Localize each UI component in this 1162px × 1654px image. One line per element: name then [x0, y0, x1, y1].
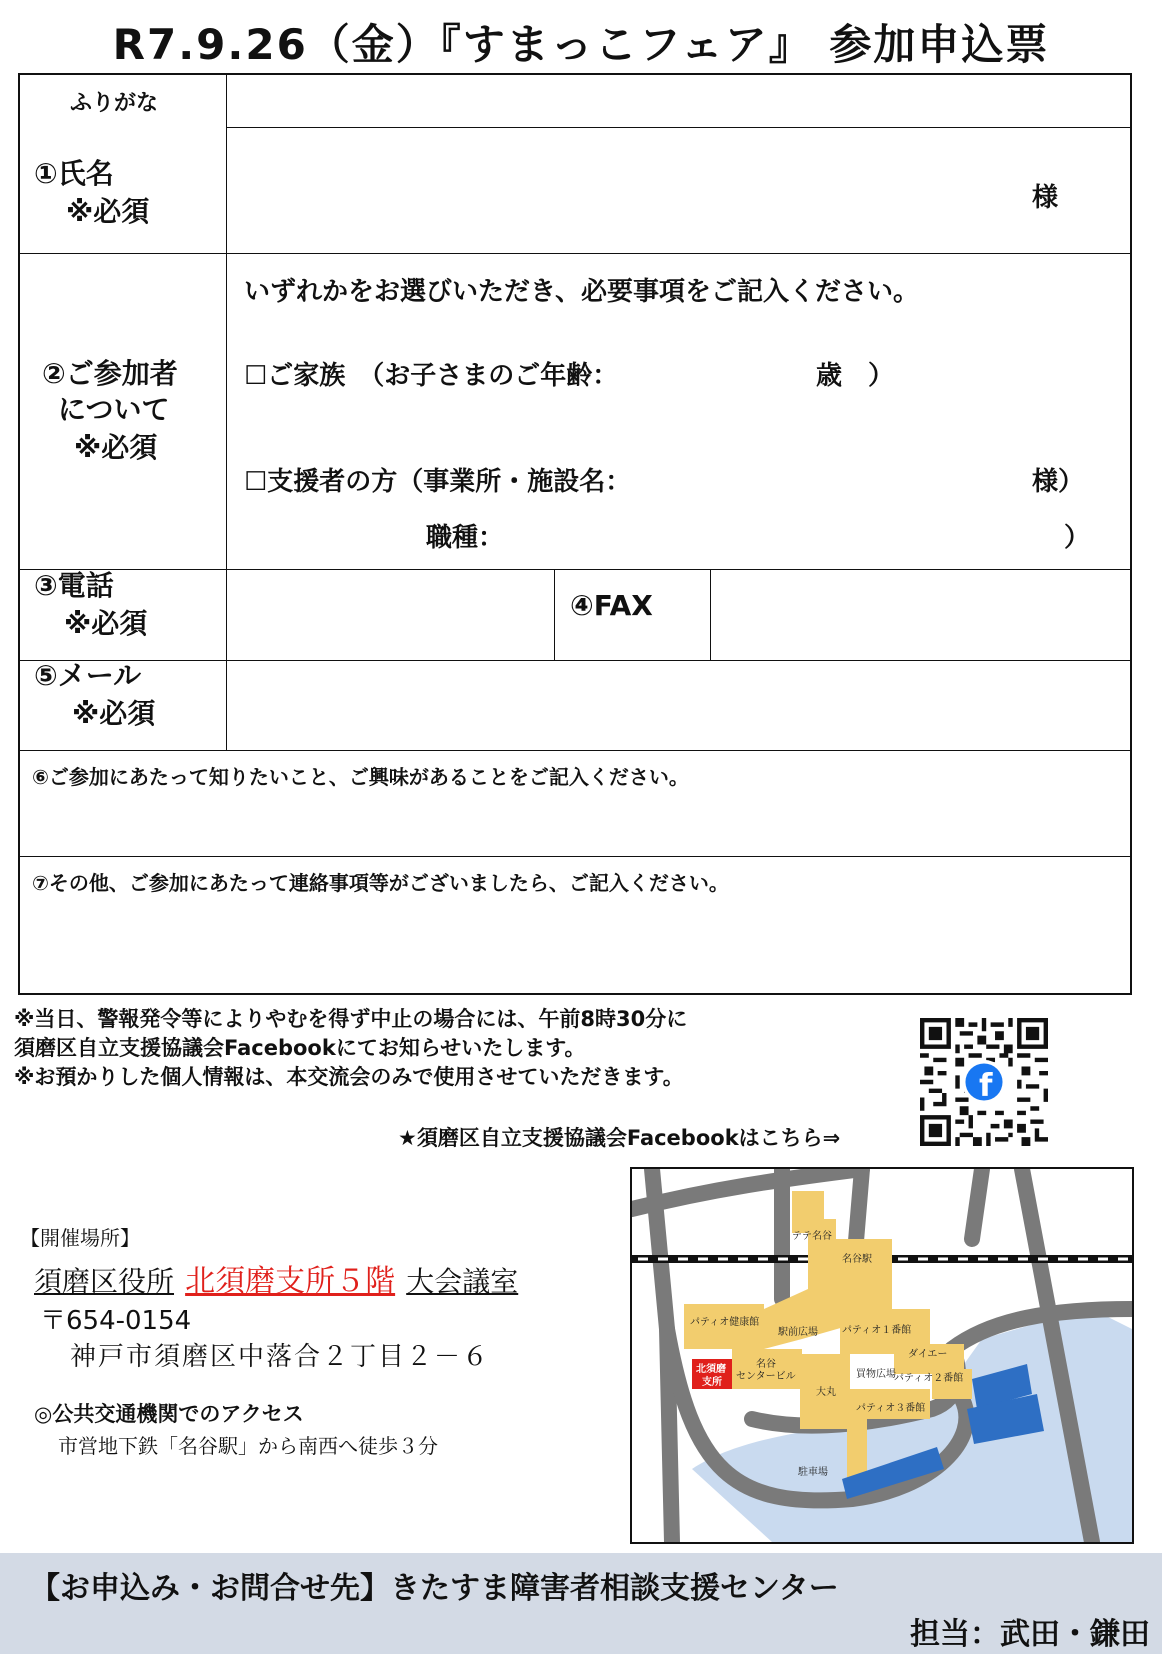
divider [226, 127, 1132, 128]
note-line: ※お預かりした個人情報は、本交流会のみで使用させていただきます。 [14, 1065, 684, 1089]
map-label: 名谷 [756, 1359, 776, 1370]
map-label: 駐車場 [798, 1467, 828, 1478]
mail-label: ⑤メール [34, 659, 142, 692]
mail-field[interactable] [230, 664, 1130, 748]
map-label: パティオ健康館 [690, 1317, 760, 1328]
facebook-link-text[interactable]: ★須磨区自立支援協議会Facebookはこちら⇒ [398, 1126, 841, 1150]
map-label: パティオ２番館 [894, 1373, 964, 1384]
map-label-kitasuma: 北須磨 [696, 1364, 726, 1375]
map-label: パティオ３番館 [856, 1403, 926, 1414]
venue-address: 神戸市須磨区中落合２丁目２－６ [70, 1342, 491, 1372]
interest-label: ⑥ご参加にあたって知りたいこと、ご興味があることをご記入ください。 [32, 765, 689, 789]
divider [20, 856, 1132, 857]
job-close: ） [1064, 523, 1091, 553]
divider [710, 569, 711, 660]
contact-staff: 担当：武田・鎌田 [910, 1617, 1150, 1652]
access-heading: ◎公共交通機関でのアクセス [34, 1402, 304, 1426]
divider [554, 569, 555, 660]
map-label: 買物広場 [856, 1369, 896, 1380]
name-suffix: 様 [1032, 183, 1059, 213]
map-label: パティオ１番館 [842, 1325, 912, 1336]
divider [20, 660, 1132, 661]
furigana-label: ふりがな [70, 91, 159, 116]
page-title: R7.9.26（金）『すまっこフェア』 参加申込票 [112, 20, 1050, 69]
venue-postal: 〒654-0154 [40, 1306, 192, 1336]
application-form [18, 73, 1132, 995]
map-label-kitasuma-2: 支所 [702, 1377, 722, 1388]
mail-required: ※必須 [72, 697, 156, 730]
participant-label: ②ご参加者 [42, 357, 178, 390]
divider [20, 253, 1132, 254]
map-label: テテ名谷 [792, 1231, 832, 1242]
contact-org: 【お申込み・お問合せ先】きたすま障害者相談支援センター [30, 1571, 839, 1606]
contact-footer [0, 1553, 1162, 1654]
divider [20, 569, 1132, 570]
map-label: センタービル [736, 1371, 796, 1382]
job-label: 職種： [426, 523, 505, 553]
map-label-station: 名谷駅 [842, 1254, 872, 1265]
venue-branch: 北須磨支所５階 [185, 1264, 396, 1299]
map-label: ダイエー [908, 1349, 948, 1360]
access-detail: 市営地下鉄「名谷駅」から南西へ徒歩３分 [58, 1434, 438, 1458]
participant-instruction: いずれかをお選びいただき、必要事項をご記入ください。 [244, 277, 919, 307]
notes [14, 1005, 687, 1092]
interest-field[interactable] [24, 791, 1128, 853]
name-field[interactable] [230, 131, 1130, 251]
qr-code-icon[interactable] [920, 1018, 1048, 1146]
participant-label-2: について [58, 393, 170, 426]
venue-name [34, 1256, 518, 1300]
other-label: ⑦その他、ご参加にあたって連絡事項等がございましたら、ご記入ください。 [32, 871, 729, 895]
phone-label: ③電話 [34, 569, 114, 602]
divider [226, 75, 227, 750]
venue-office: 須磨区役所 [34, 1265, 175, 1298]
participant-required: ※必須 [74, 431, 158, 464]
supporter-suffix: 様） [1032, 467, 1085, 497]
age-unit: 歳 ） [816, 361, 895, 391]
other-field[interactable] [24, 897, 1128, 991]
note-line: ※当日、警報発令等によりやむを得ず中止の場合には、午前8時30分に [14, 1007, 688, 1031]
map-label: 大丸 [816, 1387, 836, 1398]
note-line: 須磨区自立支援協議会Facebookにてお知らせいたします。 [14, 1036, 586, 1060]
furigana-field[interactable] [230, 77, 1130, 125]
name-required: ※必須 [66, 195, 150, 228]
supporter-checkbox[interactable]: ☐支援者の方（事業所・施設名： [244, 467, 632, 497]
svg-text:f: f [979, 1067, 993, 1104]
venue-map [630, 1167, 1134, 1544]
phone-required: ※必須 [64, 607, 148, 640]
venue-room: 大会議室 [406, 1265, 519, 1298]
fax-label: ④FAX [570, 589, 653, 622]
venue-heading: 【開催場所】 [20, 1226, 140, 1250]
family-checkbox[interactable]: ☐ご家族 （お子さまのご年齢： [244, 361, 619, 391]
phone-field[interactable] [230, 573, 550, 657]
divider [20, 750, 1132, 751]
name-label: ①氏名 [34, 157, 114, 190]
fax-field[interactable] [714, 573, 1130, 657]
map-label: 駅前広場 [778, 1327, 818, 1338]
